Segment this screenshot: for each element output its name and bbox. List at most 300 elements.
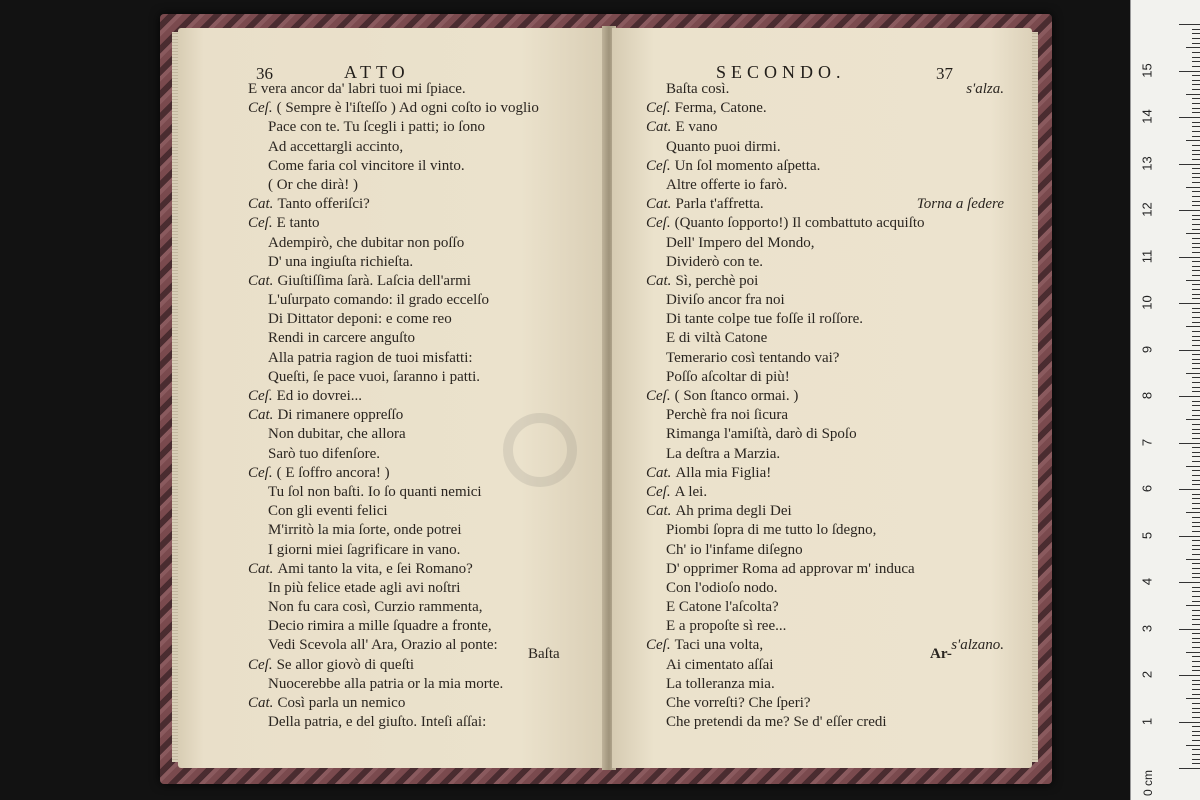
text-line <box>646 617 1004 636</box>
ruler-tick <box>1192 38 1200 39</box>
ruler-tick <box>1192 308 1200 309</box>
line-text: Di rimanere oppreſſo <box>277 407 404 424</box>
ruler-tick <box>1186 326 1200 327</box>
ruler-tick <box>1179 536 1200 537</box>
ruler-tick <box>1192 456 1200 457</box>
line-text: Della patria, e del giuſto. Inteſi aſſai: <box>268 714 487 731</box>
line-text: Sì, perchè poi <box>675 272 759 289</box>
ruler-tick <box>1192 754 1200 755</box>
ruler-number: 11 <box>1139 249 1155 263</box>
text-line <box>646 675 1004 694</box>
line-text: Ai cimentato aſſai <box>666 656 774 673</box>
ruler-tick <box>1192 470 1200 471</box>
ruler-tick <box>1192 331 1200 332</box>
ruler-tick <box>1192 298 1200 299</box>
text-line <box>646 253 1004 272</box>
ruler-tick <box>1192 43 1200 44</box>
speaker-label: Ceſ. <box>248 656 273 673</box>
ruler-tick <box>1192 549 1200 550</box>
ruler-tick <box>1192 731 1200 732</box>
line-text: Parla t'affretta. <box>675 196 764 213</box>
text-line <box>248 138 588 157</box>
text-line <box>646 598 1004 617</box>
ruler-tick <box>1179 722 1200 723</box>
text-line <box>646 368 1004 387</box>
ruler-tick <box>1192 201 1200 202</box>
ruler-tick <box>1192 359 1200 360</box>
ruler-number: 4 <box>1139 577 1155 586</box>
ruler-tick <box>1192 238 1200 239</box>
ruler-tick <box>1192 261 1200 262</box>
speaker-label: Ceſ. <box>646 388 671 404</box>
ruler-number: 15 <box>1139 62 1155 78</box>
line-text: La deſtra a Marzia. <box>666 445 781 462</box>
ruler-tick <box>1192 401 1200 402</box>
text-line <box>248 387 588 406</box>
ruler-tick <box>1192 708 1200 709</box>
ruler-tick <box>1186 652 1200 653</box>
text-line <box>646 99 1004 118</box>
ruler-tick <box>1192 33 1200 34</box>
ruler-tick <box>1186 605 1200 606</box>
ruler-tick <box>1192 205 1200 206</box>
speaker-label: Cat. <box>248 560 274 577</box>
text-line <box>646 138 1004 157</box>
ruler-tick <box>1192 759 1200 760</box>
line-text: ( Son ſtanco ormai. ) <box>674 388 799 404</box>
line-text: Perchè fra noi ſicura <box>666 407 789 424</box>
right-page-header: SECONDO. <box>716 62 846 82</box>
ruler-tick <box>1192 452 1200 453</box>
ruler-tick <box>1192 284 1200 285</box>
ruler-tick <box>1192 475 1200 476</box>
line-text: Altre offerte io farò. <box>666 176 788 193</box>
ruler-tick <box>1179 629 1200 630</box>
speaker-label: Cat. <box>248 196 274 213</box>
ruler-tick <box>1192 429 1200 430</box>
ruler-number: 1 <box>1139 717 1155 725</box>
line-text: M'irritò la mia ſorte, onde potrei <box>268 522 462 539</box>
ruler-tick <box>1192 666 1200 667</box>
line-text: La tolleranza mia. <box>666 675 775 692</box>
ruler-tick <box>1192 615 1200 616</box>
line-text: Queſti, ſe pace vuoi, ſaranno i patti. <box>268 368 481 385</box>
ruler-tick <box>1192 531 1200 532</box>
text-line <box>248 541 588 560</box>
text-line <box>248 425 588 444</box>
ruler-tick <box>1192 494 1200 495</box>
speaker-label: Ceſ. <box>646 157 671 174</box>
line-text: Ed io dovrei... <box>276 388 362 404</box>
right-page <box>612 28 1032 768</box>
line-text: Taci una volta, <box>674 637 764 654</box>
ruler-tick <box>1192 345 1200 346</box>
ruler-tick <box>1192 563 1200 564</box>
ruler-tick <box>1192 173 1200 174</box>
left-page-header: ATTO <box>344 62 410 82</box>
ruler-number: 7 <box>1139 438 1155 446</box>
ruler-tick <box>1192 601 1200 602</box>
text-line <box>646 502 1004 521</box>
ruler-tick <box>1192 196 1200 197</box>
ruler-tick <box>1192 247 1200 248</box>
text-line <box>248 329 588 348</box>
speaker-label: Cat. <box>646 464 672 481</box>
ruler-tick <box>1192 610 1200 611</box>
ruler-tick <box>1192 503 1200 504</box>
text-line <box>646 579 1004 598</box>
ruler-tick <box>1192 661 1200 662</box>
ruler-tick <box>1192 522 1200 523</box>
text-line <box>248 176 588 195</box>
ruler-tick <box>1192 340 1200 341</box>
ruler-tick <box>1179 675 1200 676</box>
ruler-tick <box>1179 768 1200 769</box>
text-line <box>248 464 588 483</box>
ruler-tick <box>1192 540 1200 541</box>
speaker-label: Ceſ. <box>248 388 273 404</box>
text-line <box>646 118 1004 137</box>
line-text: Decio rimira a mille ſquadre a fronte, <box>268 618 492 635</box>
line-text: Piombi ſopra di me tutto lo ſdegno, <box>666 522 877 539</box>
ruler-tick <box>1192 243 1200 244</box>
speaker-label: Ceſ. <box>646 637 671 654</box>
ruler-tick <box>1192 191 1200 192</box>
ruler-tick <box>1192 740 1200 741</box>
text-line <box>646 157 1004 176</box>
text-line <box>646 560 1004 579</box>
ruler-tick <box>1192 596 1200 597</box>
ruler-tick <box>1192 689 1200 690</box>
ruler-tick <box>1192 52 1200 53</box>
ruler-tick <box>1192 410 1200 411</box>
ruler-tick <box>1192 252 1200 253</box>
ruler-tick <box>1192 587 1200 588</box>
speaker-label: Ceſ. <box>248 100 273 117</box>
ruler-tick <box>1192 368 1200 369</box>
text-line <box>646 176 1004 195</box>
ruler-tick <box>1192 215 1200 216</box>
line-text: E di viltà Catone <box>666 330 768 347</box>
ruler-tick <box>1192 57 1200 58</box>
text-line <box>248 406 588 425</box>
line-text: Tu ſol non baſti. Io ſo quanti nemici <box>268 483 482 500</box>
ruler-tick <box>1179 257 1200 258</box>
ruler-tick <box>1192 480 1200 481</box>
ruler-tick <box>1192 126 1200 127</box>
line-text: A lei. <box>674 483 708 500</box>
ruler-tick <box>1192 122 1200 123</box>
ruler-tick <box>1179 303 1200 304</box>
ruler-tick <box>1192 168 1200 169</box>
ruler-tick <box>1192 317 1200 318</box>
ruler-tick <box>1192 145 1200 146</box>
line-text: Dell' Impero del Mondo, <box>666 234 815 251</box>
ruler-tick <box>1192 554 1200 555</box>
text-line <box>248 157 588 176</box>
ruler-tick <box>1179 117 1200 118</box>
line-text: Ah prima degli Dei <box>675 503 792 520</box>
ruler-tick <box>1192 270 1200 271</box>
line-text: Diviſo ancor fra noi <box>666 292 785 309</box>
ruler-tick <box>1179 350 1200 351</box>
ruler-unit-label: 0 cm <box>1141 769 1156 797</box>
ruler-tick <box>1179 210 1200 211</box>
ruler-tick <box>1192 703 1200 704</box>
ruler-number: 12 <box>1139 202 1155 217</box>
ruler-number: 6 <box>1139 484 1155 493</box>
stage-direction: s'alza. <box>966 81 1004 97</box>
speaker-label: Ceſ. <box>646 215 671 232</box>
text-line <box>248 521 588 540</box>
text-line <box>248 118 588 137</box>
line-text: Ami tanto la vita, e ſei Romano? <box>277 560 473 577</box>
ruler-number: 14 <box>1139 109 1155 124</box>
text-line <box>646 349 1004 368</box>
text-line <box>248 598 588 617</box>
speaker-label: Cat. <box>248 695 274 711</box>
line-text: Poſſo aſcoltar di più! <box>666 368 790 385</box>
ruler-tick <box>1186 512 1200 513</box>
ruler-tick <box>1192 591 1200 592</box>
ruler-tick <box>1192 624 1200 625</box>
ruler-tick <box>1192 150 1200 151</box>
ruler-tick <box>1186 698 1200 699</box>
line-text: Temerario così tentando vai? <box>666 349 840 366</box>
ruler-tick <box>1192 498 1200 499</box>
ruler-tick <box>1186 280 1200 281</box>
ruler-tick <box>1179 164 1200 165</box>
line-text: ( Sempre è l'iſteſſo ) Ad ogni coſto io voglio <box>276 100 539 117</box>
text-line <box>646 521 1004 540</box>
speaker-label: Ceſ. <box>248 464 273 481</box>
text-line <box>248 617 588 636</box>
ruler-tick <box>1179 24 1200 25</box>
line-text: E Catone l'aſcolta? <box>666 599 779 616</box>
text-line <box>248 713 588 732</box>
line-text: Ch' io l'infame diſegno <box>666 541 803 558</box>
speaker-label: Cat. <box>646 503 672 520</box>
ruler-number: 5 <box>1139 531 1155 539</box>
speaker-label: Ceſ. <box>248 215 273 232</box>
line-text: (Quanto ſopporto!) Il combattuto acquiſto <box>674 215 925 232</box>
ruler-number: 10 <box>1139 295 1155 310</box>
ruler-tick <box>1192 61 1200 62</box>
ruler-tick <box>1192 66 1200 67</box>
text-line <box>646 234 1004 253</box>
left-page-number: 36 <box>256 64 273 83</box>
text-line <box>248 579 588 598</box>
right-catchword: Ar- <box>930 646 952 662</box>
ruler-tick <box>1192 684 1200 685</box>
text-line <box>248 368 588 387</box>
ruler-tick <box>1192 80 1200 81</box>
line-text: Tanto offeriſci? <box>277 196 370 213</box>
line-text: I giorni miei ſagrificare in vano. <box>268 541 461 558</box>
text-line <box>248 675 588 694</box>
ruler-tick <box>1192 108 1200 109</box>
ruler-tick <box>1192 642 1200 643</box>
ruler-tick <box>1192 447 1200 448</box>
line-text: Giuſtiſſima ſarà. Laſcia dell'armi <box>277 272 471 289</box>
ruler-tick <box>1186 140 1200 141</box>
ruler-tick <box>1192 726 1200 727</box>
speaker-label: Cat. <box>248 407 274 424</box>
line-text: Rendi in carcere anguſto <box>268 330 416 347</box>
text-line <box>248 234 588 253</box>
line-text: L'uſurpato comando: il grado eccelſo <box>268 292 489 309</box>
ruler-number: 8 <box>1139 391 1155 400</box>
line-text: E a propoſte sì ree... <box>666 618 787 635</box>
ruler-tick <box>1192 526 1200 527</box>
line-text: Di tante colpe tue foſſe il roſſore. <box>666 311 864 328</box>
ruler-tick <box>1192 387 1200 388</box>
line-text: Sarò tuo difenſore. <box>268 445 381 462</box>
ruler-tick <box>1192 763 1200 764</box>
ruler-tick <box>1192 638 1200 639</box>
ruler-tick <box>1192 177 1200 178</box>
ruler-tick <box>1179 443 1200 444</box>
line-text: Alla mia Figlia! <box>675 464 772 481</box>
text-line <box>248 272 588 291</box>
text-line <box>248 694 588 713</box>
left-catchword: Baſta <box>528 646 560 662</box>
ruler-tick <box>1192 694 1200 695</box>
ruler-tick <box>1179 489 1200 490</box>
right-page-number: 37 <box>936 64 953 83</box>
speaker-label: Cat. <box>646 196 672 213</box>
text-line <box>646 214 1004 233</box>
ruler-tick <box>1192 717 1200 718</box>
text-line <box>646 195 1004 214</box>
ruler-tick <box>1192 415 1200 416</box>
text-line <box>248 253 588 272</box>
ruler-tick <box>1192 112 1200 113</box>
ruler-number: 2 <box>1139 670 1155 679</box>
line-text: Come faria col vincitore il vinto. <box>268 157 465 174</box>
ruler-tick <box>1192 275 1200 276</box>
ruler-tick <box>1192 438 1200 439</box>
line-text: Nuocerebbe alla patria or la mia morte. <box>268 675 504 692</box>
ruler-tick <box>1192 224 1200 225</box>
line-text: Di Dittator deponi: e come reo <box>268 311 452 328</box>
text-line <box>646 406 1004 425</box>
ruler-tick <box>1192 656 1200 657</box>
ruler-tick <box>1179 396 1200 397</box>
ruler-tick <box>1192 461 1200 462</box>
ruler-tick <box>1186 419 1200 420</box>
line-text: D' una ingiuſta richieſta. <box>268 253 414 270</box>
stage-direction: s'alzano. <box>951 637 1004 654</box>
text-line <box>646 272 1004 291</box>
ruler-tick <box>1192 363 1200 364</box>
line-text: Con gli eventi felici <box>268 503 388 520</box>
ruler-tick <box>1192 405 1200 406</box>
ruler-tick <box>1192 289 1200 290</box>
ruler-tick <box>1192 712 1200 713</box>
ruler-tick <box>1192 312 1200 313</box>
ruler-tick <box>1192 354 1200 355</box>
ruler-tick <box>1192 229 1200 230</box>
line-text: Che vorreſti? Che ſperi? <box>666 695 811 711</box>
left-page <box>178 28 606 768</box>
line-text: Baſta così. <box>666 81 730 97</box>
ruler-number: 9 <box>1139 345 1155 353</box>
line-text: Vedi Scevola all' Ara, Orazio al ponte: <box>268 637 498 654</box>
ruler-tick <box>1192 182 1200 183</box>
line-text: E vano <box>675 119 718 136</box>
line-text: Dividerò con te. <box>666 253 764 270</box>
left-text-lines <box>248 80 588 732</box>
text-line <box>646 483 1004 502</box>
line-text: Adempirò, che dubitar non poſſo <box>268 234 465 251</box>
line-text: Non dubitar, che allora <box>268 426 406 443</box>
ruler-tick <box>1192 484 1200 485</box>
line-text: Alla patria ragion de tuoi misfatti: <box>268 349 473 366</box>
text-line <box>248 483 588 502</box>
ruler-tick <box>1192 29 1200 30</box>
ruler-tick <box>1192 577 1200 578</box>
text-line <box>646 329 1004 348</box>
line-text: D' opprimer Roma ad approvar m' induca <box>666 560 915 577</box>
line-text: Rimanga l'amiſtà, darò di Spoſo <box>666 426 857 443</box>
ruler-tick <box>1192 154 1200 155</box>
line-text: Con l'odioſo nodo. <box>666 579 778 596</box>
text-line <box>646 541 1004 560</box>
text-line <box>248 502 588 521</box>
scale-ruler <box>1130 0 1200 800</box>
ruler-tick <box>1192 391 1200 392</box>
text-line <box>248 310 588 329</box>
text-line <box>248 291 588 310</box>
ruler-tick <box>1179 71 1200 72</box>
ruler-tick <box>1192 84 1200 85</box>
ruler-tick <box>1192 336 1200 337</box>
text-line <box>248 80 588 99</box>
ruler-tick <box>1192 159 1200 160</box>
ruler-number: 3 <box>1139 624 1155 632</box>
text-line <box>646 425 1004 444</box>
stage-direction: Torna a ſedere <box>916 196 1004 213</box>
text-line <box>248 560 588 579</box>
line-text: Ad accettargli accinto, <box>268 138 404 155</box>
ruler-tick <box>1192 75 1200 76</box>
ruler-tick <box>1192 131 1200 132</box>
ruler-tick <box>1192 103 1200 104</box>
ruler-tick <box>1192 382 1200 383</box>
text-line <box>646 291 1004 310</box>
text-line <box>646 445 1004 464</box>
ruler-tick <box>1186 187 1200 188</box>
ruler-tick <box>1192 517 1200 518</box>
ruler-tick <box>1192 633 1200 634</box>
ruler-tick <box>1192 568 1200 569</box>
ruler-tick <box>1192 680 1200 681</box>
ruler-tick <box>1186 47 1200 48</box>
ruler-tick <box>1192 545 1200 546</box>
line-text: Se allor giovò di queſti <box>276 656 415 673</box>
ruler-tick <box>1192 266 1200 267</box>
ruler-tick <box>1186 94 1200 95</box>
text-line <box>248 214 588 233</box>
line-text: Pace con te. Tu ſcegli i patti; io ſono <box>268 119 486 136</box>
text-line <box>646 713 1004 732</box>
line-text: E tanto <box>276 215 320 232</box>
text-line <box>248 99 588 118</box>
line-text: Che pretendi da me? Se d' eſſer credi <box>666 714 887 731</box>
ruler-tick <box>1186 466 1200 467</box>
text-line <box>248 349 588 368</box>
